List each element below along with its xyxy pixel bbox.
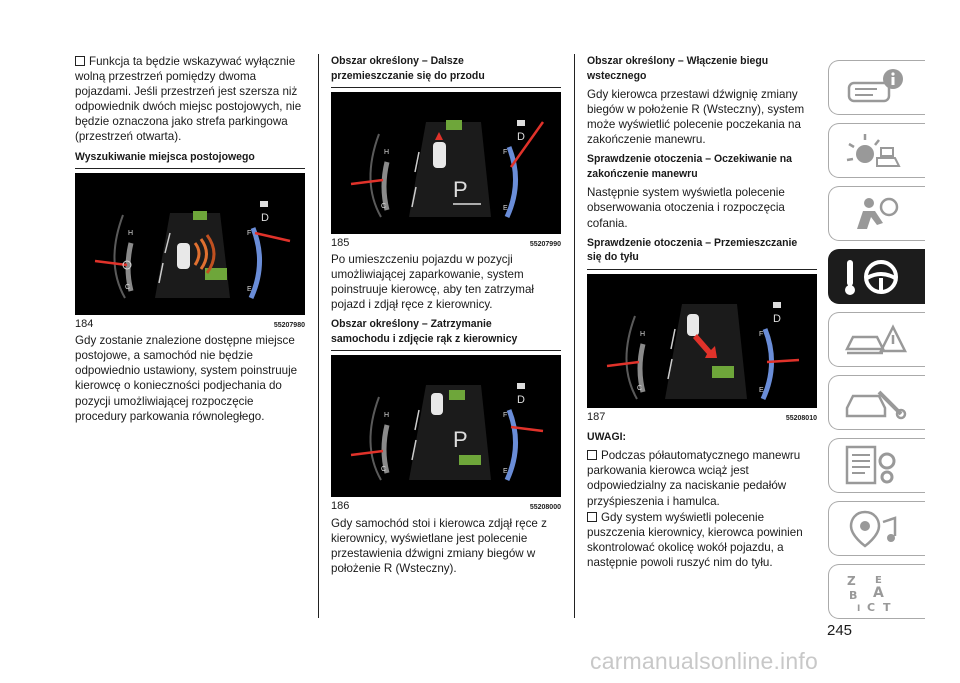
svg-text:E: E — [503, 468, 508, 476]
svg-text:C: C — [381, 203, 387, 210]
parked-car-icon — [193, 211, 207, 220]
intro-paragraph: Funkcja ta będzie wskazywać wyłącznie wolną przestrzeń pomiędzy dwoma pojazdami. Jeśli przestrzeń jest szersza niż odpowiednik dwóch miejsc postojowych, nie będzie oznaczona jako strefa parkingowa (przestrzeń otwarta). — [75, 55, 302, 144]
parked-car-icon — [446, 120, 462, 130]
divider — [331, 350, 561, 351]
svg-text:H: H — [384, 149, 390, 156]
divider — [331, 87, 561, 88]
tab-index[interactable] — [828, 564, 925, 619]
section-heading: Obszar określony – Zatrzymanie samochodu i zdjęcie rąk z kierownicy — [331, 318, 518, 345]
svg-text:I: I — [857, 604, 861, 613]
svg-text:E: E — [247, 286, 252, 294]
figure-caption: 186 55208000 — [331, 500, 561, 513]
parked-car-icon — [449, 390, 465, 400]
body-paragraph: Gdy zostanie znalezione dostępne miejsce postojowe, a samochód nie będzie odpowiednio ustawiony, system poinstruuje kierowcę o konieczności podjechania do pozycji umożliwiającej rozpoczęcie procedury parkowania równoległego. — [75, 334, 298, 423]
body-paragraph: Gdy kierowca przestawi dźwignię zmiany biegów w położenie R (Wsteczny), system może wyświetlić polecenie poczekania na zakończenie manewru. — [587, 88, 805, 147]
svg-text:C: C — [125, 284, 131, 292]
fuel-icon — [517, 383, 525, 389]
figure-caption: 185 55207990 — [331, 237, 561, 249]
divider — [75, 168, 305, 169]
cluster-road — [409, 385, 491, 480]
own-car-icon — [433, 142, 446, 168]
cluster-right-gauge — [247, 201, 290, 298]
svg-text:D: D — [517, 394, 525, 407]
cluster-left-gauge — [351, 397, 389, 480]
cluster-right-gauge — [503, 383, 543, 480]
tab-safety[interactable] — [828, 186, 925, 241]
column-separator — [574, 54, 575, 618]
bullet-icon — [587, 450, 597, 460]
emergency-icon — [843, 319, 913, 361]
watermark: carmanualsonline.info — [590, 648, 818, 674]
svg-text:F: F — [759, 330, 764, 338]
section-heading: Wyszukiwanie miejsca postojowego — [75, 150, 255, 163]
safety-airbag-icon — [843, 193, 913, 235]
figure-caption: 187 55208010 — [587, 410, 817, 423]
figure-185-cluster — [331, 92, 561, 234]
figure-187-cluster — [587, 274, 817, 408]
own-car-icon — [177, 243, 190, 269]
svg-text:B: B — [849, 589, 858, 602]
tab-info[interactable] — [828, 60, 925, 115]
maintenance-icon — [843, 382, 913, 424]
multimedia-icon — [843, 508, 913, 550]
svg-text:H: H — [640, 330, 646, 338]
svg-text:A: A — [873, 585, 884, 601]
chapter-tabs — [828, 60, 925, 627]
svg-text:F: F — [503, 412, 508, 420]
svg-text:D: D — [517, 131, 525, 143]
body-paragraph: Gdy samochód stoi i kierowca zdjął ręce z kierownicy, wyświetlane jest polecenie przestawienia dźwigni zmiany biegów w położenie R (Wsteczny). — [331, 516, 547, 575]
svg-text:F: F — [247, 230, 252, 238]
own-car-icon — [431, 393, 443, 415]
body-paragraph: Następnie system wyświetla polecenie obserwowania otoczenia i rozpoczęcia cofania. — [587, 186, 785, 230]
section-heading: Obszar określony – Dalsze przemieszczanie się do przodu — [331, 55, 485, 82]
page-number: 245 — [827, 622, 853, 639]
park-indicator: P — [453, 177, 468, 202]
body-paragraph: Po umieszczeniu pojazdu w pozycji umożliwiającej zaparkowanie, system poinstruuje kierowcę, aby ten zatrzymał pojazd i zdjął ręce z kierownicy. — [331, 253, 534, 312]
parked-car-icon — [459, 455, 481, 465]
bullet-icon — [75, 56, 85, 66]
notes-heading: UWAGI: — [587, 430, 627, 443]
cluster-left-gauge — [607, 316, 645, 399]
driving-steering-icon — [843, 256, 913, 298]
fuel-icon — [260, 201, 268, 207]
svg-text:H: H — [128, 230, 134, 238]
tab-starting-driving[interactable] — [828, 249, 925, 304]
fuel-icon — [517, 120, 525, 126]
svg-text:Z: Z — [847, 574, 856, 588]
cluster-left-gauge — [351, 134, 389, 217]
svg-text:F: F — [503, 149, 508, 156]
svg-text:H: H — [384, 412, 390, 420]
index-icon — [843, 571, 913, 613]
gear-indicator: D — [261, 212, 269, 225]
bullet-icon — [587, 512, 597, 522]
info-car-icon — [843, 67, 913, 109]
figure-184-cluster — [75, 173, 305, 315]
tab-warning-lights[interactable] — [828, 123, 925, 178]
fuel-icon — [773, 302, 781, 308]
svg-text:C: C — [381, 466, 387, 474]
svg-text:C: C — [637, 384, 643, 392]
svg-text:P: P — [453, 427, 468, 453]
figure-186-cluster — [331, 355, 561, 497]
cluster-road — [409, 120, 491, 217]
svg-text:T: T — [883, 601, 891, 613]
cluster-right-gauge — [503, 120, 543, 217]
column-3 — [587, 54, 817, 575]
own-car-icon — [687, 314, 699, 336]
column-1 — [75, 54, 305, 429]
tab-emergency[interactable] — [828, 312, 925, 367]
tab-maintenance[interactable] — [828, 375, 925, 430]
note-item: Gdy system wyświetli polecenie puszczenia kierownicy, kierowca powinien skontrolować okolicę wokół pojazdu, a następnie powoli ruszyć nim do tyłu. — [587, 510, 803, 569]
column-2 — [331, 54, 561, 581]
cluster-road — [155, 211, 230, 298]
warning-lights-icon — [843, 130, 913, 172]
svg-text:C: C — [867, 601, 876, 613]
note-item: Podczas półautomatycznego manewru parkowania kierowca wciąż jest odpowiedzialny za naciskanie pedałów przyśpieszenia i hamulca. — [587, 449, 801, 508]
cluster-left-gauge — [95, 215, 133, 298]
section-heading: Obszar określony – Włączenie biegu wstecznego — [587, 55, 769, 82]
section-heading: Sprawdzenie otoczenia – Przemieszczanie się do tyłu — [587, 236, 798, 264]
cluster-right-gauge — [759, 302, 799, 399]
svg-text:E: E — [503, 205, 508, 212]
svg-text:E: E — [759, 386, 764, 394]
technical-data-icon — [843, 445, 913, 487]
parked-car-icon — [712, 366, 734, 378]
tab-technical-data[interactable] — [828, 438, 925, 493]
column-separator — [318, 54, 319, 618]
svg-text:D: D — [773, 312, 781, 325]
divider — [587, 269, 817, 270]
section-heading: Sprawdzenie otoczenia – Oczekiwanie na zakończenie manewru — [587, 153, 793, 180]
tab-multimedia[interactable] — [828, 501, 925, 556]
figure-caption: 184 55207980 — [75, 318, 305, 331]
svg-text:E: E — [875, 575, 882, 586]
cluster-road — [665, 304, 747, 399]
